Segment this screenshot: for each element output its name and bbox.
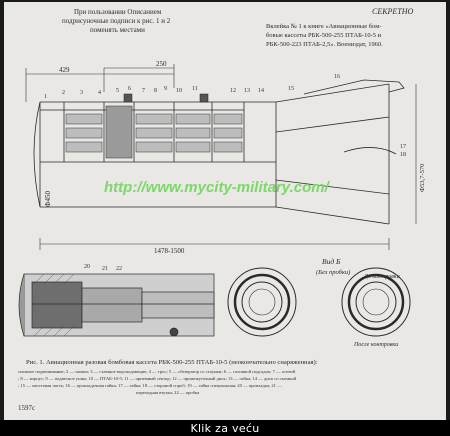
callout-9: 9 [164, 86, 167, 92]
callout-7: 7 [142, 88, 145, 94]
dimension-diameter: Ф450 [44, 190, 52, 207]
dimension-429: 429 [59, 66, 70, 74]
callout-4: 4 [98, 90, 101, 96]
callout-15: 15 [288, 86, 294, 92]
dimension-right: Ф53,7-570 [419, 163, 426, 192]
view-label: Вид Б [322, 257, 341, 266]
callout-10: 10 [176, 88, 182, 94]
legend-line-4: переходная втулка; 22 — пробка [136, 390, 200, 395]
callout-11: 11 [192, 86, 198, 92]
classification-stamp: СЕКРЕТНО [372, 7, 414, 16]
callout-13: 13 [244, 88, 250, 94]
callout-1: 1 [44, 94, 47, 100]
viewer-caption-bar [0, 420, 450, 436]
technical-drawing [4, 2, 446, 420]
legend-line-2: ; 8 — корпус; 9 — подвесное ушко; 10 — ПТАБ-10-5; 11 — приемный сектор; 12 — промежуточный диск; 13 — гайка; 14 — диск со съемной [18, 376, 297, 381]
watermark: http://www.mycity-military.com/ [104, 179, 329, 196]
callout-17: 17 [400, 144, 406, 150]
callout-18: 18 [400, 152, 406, 158]
insert-header-line-2: бовые кассеты РБК-500-255 ПТАБ-10-5 и [266, 32, 382, 39]
note-line-2: подрисуночные подписи к рис. 1 и 2 [62, 17, 171, 25]
figure-caption: Рис. 1. Авиационная разовая бомбовая кассета РБК-500-255 ПТАБ-10-5 (неокончательно снаряженная): [26, 359, 318, 366]
insert-header-line-1: Вклейка № 1 к книге «Авиационные бом- [266, 23, 382, 30]
view-b-left [228, 268, 296, 336]
callout-2: 2 [62, 90, 65, 96]
dimension-length: 1478-1500 [154, 247, 185, 255]
before-lock-label: До контровки [364, 274, 400, 280]
callout-5: 5 [116, 88, 119, 94]
callout-14: 14 [258, 88, 264, 94]
callout-8: 8 [154, 88, 157, 94]
after-lock-label: После контровки [354, 342, 399, 348]
suspension-lugs [124, 94, 208, 102]
dimension-250: 250 [156, 60, 167, 68]
callout-12: 12 [230, 88, 236, 94]
legend-line-1: съемное подвешивание; 2 — чашки; 3 — съемное водоподающие; 4 — трос; 5 — обтюратор со стоунам; 6 — головной подсадок; 7 — осевой [18, 369, 296, 374]
callout-3: 3 [80, 90, 83, 96]
view-sublabel: (Без пробки) [316, 269, 351, 276]
note-line-3: поменять местами [90, 26, 145, 34]
callout-22: 22 [116, 266, 122, 272]
note-line-1: При пользовании Описанием [74, 8, 162, 16]
insert-header-line-3: РБК-500-223 ПТАБ-2,5». Воениздат, 1960. [266, 41, 383, 48]
bottom-dimension-line [40, 238, 389, 250]
callout-6: 6 [128, 86, 131, 92]
callout-20: 20 [84, 264, 90, 270]
legend-line-3: ; 15 — хвостовая часть; 16 — прокладочная гайка; 17 — гайка; 18 — стороной спроб; 19 — гайка специальная; 20 — прокладка; 21 — [18, 383, 282, 388]
callout-16: 16 [334, 74, 340, 80]
bomblet-rows [66, 106, 242, 158]
top-dimension-lines [26, 64, 174, 102]
scanned-drawing [4, 2, 446, 420]
section-detail [19, 274, 214, 336]
page-number: 1597с [18, 404, 36, 412]
callout-21: 21 [102, 266, 108, 272]
enlarge-image-link[interactable]: Klik za veću [190, 421, 260, 435]
